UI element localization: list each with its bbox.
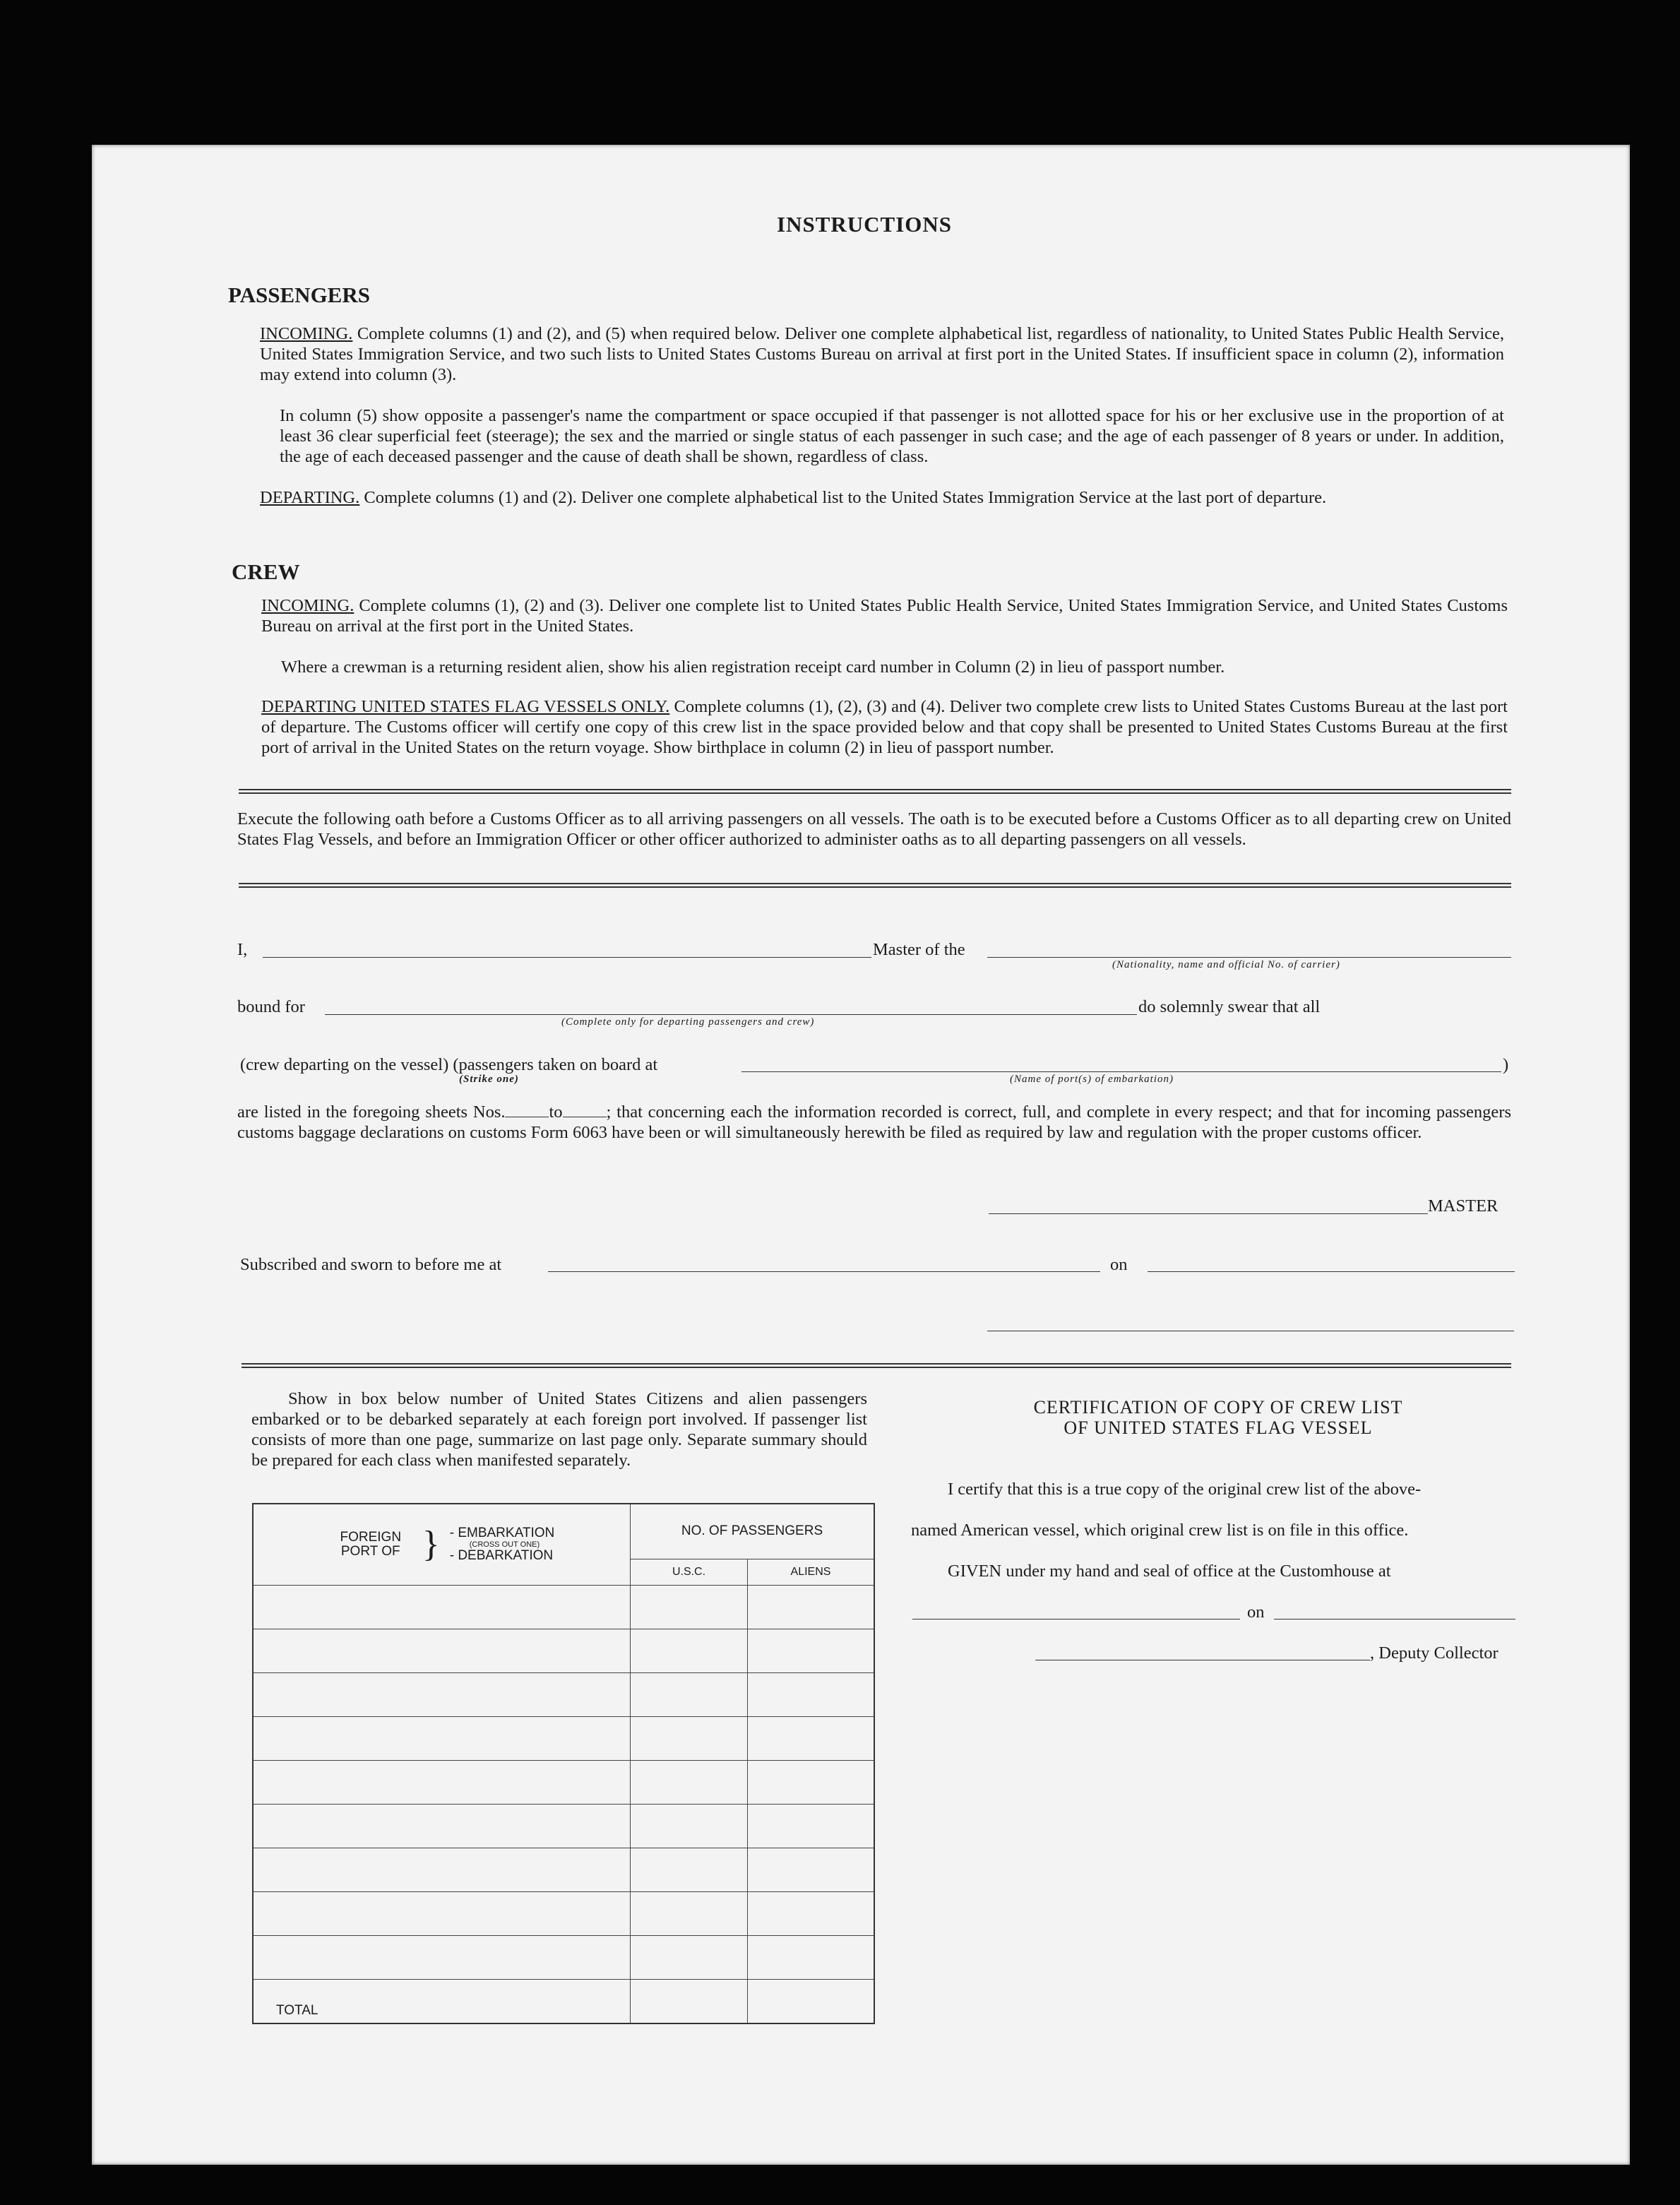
no-of-passengers-header: NO. OF PASSENGERS bbox=[631, 1504, 875, 1559]
total-label: TOTAL bbox=[253, 1980, 631, 2023]
certification-heading-line1: CERTIFICATION OF COPY OF CREW LIST bbox=[1033, 1397, 1403, 1418]
complete-only-note: (Complete only for departing passengers and crew) bbox=[561, 1016, 815, 1028]
certification-heading bbox=[918, 1397, 1518, 1438]
listed-text-a: are listed in the foregoing sheets Nos. bbox=[237, 1102, 506, 1122]
carrier-line[interactable] bbox=[987, 957, 1511, 958]
passenger-summary-table bbox=[252, 1503, 875, 2024]
port-cell[interactable] bbox=[253, 1629, 631, 1672]
deputy-collector-label: , Deputy Collector bbox=[1370, 1644, 1499, 1663]
port-cell[interactable] bbox=[253, 1805, 631, 1848]
embarkation-label: - EMBARKATION bbox=[449, 1525, 555, 1540]
port-cell[interactable] bbox=[253, 1848, 631, 1892]
strike-one-note: (Strike one) bbox=[459, 1074, 519, 1085]
usc-cell[interactable] bbox=[631, 1717, 748, 1761]
crew-departing-paragraph bbox=[261, 696, 1508, 758]
passengers-departing-label: DEPARTING. bbox=[260, 488, 360, 507]
subscribed-label: Subscribed and sworn to before me at bbox=[240, 1255, 502, 1274]
solemnly-swear-text: do solemnly swear that all bbox=[1138, 997, 1321, 1016]
crew-incoming-text: Complete columns (1), (2) and (3). Deliver one complete list to United States Public Health Service, United States Immigration Service, and United States Customs Bureau on arrival at the first port in the United States. bbox=[261, 596, 1508, 636]
certify-line2: named American vessel, which original crew list is on file in this office. bbox=[911, 1521, 1409, 1540]
port-cell[interactable] bbox=[253, 1717, 631, 1761]
summary-note-text: Show in box below number of United States Citizens and alien passengers embarked or to be debarked separately at each foreign port involved. If passenger list consists of more than one page, summarize on last page only. Separate summary should be prepared for each class when manifested separately. bbox=[251, 1389, 867, 1470]
certify-line3: GIVEN under my hand and seal of office at the Customhouse at bbox=[948, 1562, 1391, 1581]
certify-line1: I certify that this is a true copy of the original crew list of the above- bbox=[948, 1480, 1422, 1499]
aliens-total-cell[interactable] bbox=[748, 1980, 875, 2023]
certification-heading-line2: OF UNITED STATES FLAG VESSEL bbox=[1064, 1418, 1373, 1438]
subscribed-place-line[interactable] bbox=[548, 1271, 1100, 1272]
port-cell[interactable] bbox=[253, 1892, 631, 1936]
aliens-cell[interactable] bbox=[748, 1892, 875, 1936]
divider bbox=[242, 1363, 1511, 1368]
port-header-cell bbox=[253, 1504, 631, 1585]
usc-cell[interactable] bbox=[631, 1848, 748, 1892]
nationality-note: (Nationality, name and official No. of carrier) bbox=[1112, 959, 1340, 970]
crew-incoming-paragraph bbox=[261, 595, 1508, 636]
usc-cell[interactable] bbox=[631, 1936, 748, 1980]
aliens-cell[interactable] bbox=[748, 1717, 875, 1761]
passengers-departing-text: Complete columns (1) and (2). Deliver one complete alphabetical list to the United States Immigration Service at the last port of departure. bbox=[359, 488, 1327, 507]
crew-incoming-label: INCOMING. bbox=[261, 596, 355, 615]
page-title: INSTRUCTIONS bbox=[777, 212, 953, 237]
passengers-incoming-paragraph bbox=[260, 323, 1504, 385]
aliens-cell[interactable] bbox=[748, 1672, 875, 1716]
aliens-header: ALIENS bbox=[748, 1559, 875, 1585]
cross-out-note: (CROSS OUT ONE) bbox=[469, 1540, 540, 1549]
subscribed-date-line[interactable] bbox=[1148, 1271, 1515, 1272]
passengers-heading: PASSENGERS bbox=[228, 283, 370, 307]
port-cell[interactable] bbox=[253, 1672, 631, 1716]
passengers-incoming-label: INCOMING. bbox=[260, 324, 353, 343]
listed-text-b: ; that concerning each the information recorded is correct, full, and complete in every respect; and that for incoming passengers customs baggage declarations on customs Form 6063 have been or will simultaneously herewith be filed as required by law and regulation with the proper customs officer. bbox=[237, 1102, 1511, 1142]
aliens-cell[interactable] bbox=[748, 1805, 875, 1848]
usc-cell[interactable] bbox=[631, 1761, 748, 1805]
master-name-line[interactable] bbox=[263, 957, 871, 958]
ports-note: (Name of port(s) of embarkation) bbox=[1010, 1074, 1174, 1085]
usc-cell[interactable] bbox=[631, 1585, 748, 1629]
port-cell[interactable] bbox=[253, 1585, 631, 1629]
usc-total-cell[interactable] bbox=[631, 1980, 748, 2023]
usc-header: U.S.C. bbox=[631, 1559, 748, 1585]
listed-paragraph bbox=[237, 1102, 1511, 1143]
crew-departing-text: Complete columns (1), (2), (3) and (4). Deliver two complete crew lists to United States Customs Bureau at the last port of departure. The Customs officer will certify one copy of this crew list in the space provided below and that copy shall be presented to United States Customs Bureau at the first port of arrival in the United States on the return voyage. Show birthplace in column (2) in lieu of passport number. bbox=[261, 697, 1508, 757]
usc-cell[interactable] bbox=[631, 1805, 748, 1848]
certify-on-label: on bbox=[1247, 1603, 1265, 1622]
aliens-cell[interactable] bbox=[748, 1629, 875, 1672]
divider bbox=[239, 883, 1511, 888]
usc-cell[interactable] bbox=[631, 1629, 748, 1672]
master-of-the-label: Master of the bbox=[873, 940, 965, 959]
passengers-departing-paragraph bbox=[260, 487, 1504, 508]
debarkation-label: - DEBARKATION bbox=[449, 1547, 554, 1563]
bound-for-line[interactable] bbox=[325, 1014, 1137, 1015]
master-label: MASTER bbox=[1428, 1196, 1499, 1216]
bound-for-label: bound for bbox=[237, 997, 305, 1016]
crew-heading: CREW bbox=[232, 559, 300, 584]
passengers-incoming-text: Complete columns (1) and (2), and (5) when required below. Deliver one complete alphabetical list, regardless of nationality, to United States Public Health Service, United States Immigration Service, and two such lists to United States Customs Bureau on arrival at first port in the United States. If insufficient space in column (2), information may extend into column (3). bbox=[260, 324, 1504, 384]
oath-intro: Execute the following oath before a Customs Officer as to all arriving passengers on all vessels. The oath is to be executed before a Customs Officer as to all departing crew on United States Flag Vessels, and before an Immigration Officer or other officer authorized to administer oaths as to all departing passengers on all vessels. bbox=[237, 809, 1511, 849]
usc-cell[interactable] bbox=[631, 1892, 748, 1936]
usc-cell[interactable] bbox=[631, 1672, 748, 1716]
passengers-column5-paragraph: In column (5) show opposite a passenger's name the compartment or space occupied if that passenger is not allotted space for his or her exclusive use in the proportion of at least 36 clear superficial feet (steerage); the sex and the married or single status of each passenger in such case; and the age of each passenger of 8 years or under. In addition, the age of each deceased passenger and the cause of death shall be shown, regardless of class. bbox=[280, 406, 1504, 466]
port-cell[interactable] bbox=[253, 1761, 631, 1805]
to-label: to bbox=[549, 1102, 563, 1122]
brace-glyph: } bbox=[422, 1523, 440, 1564]
aliens-cell[interactable] bbox=[748, 1848, 875, 1892]
close-paren: ) bbox=[1503, 1055, 1509, 1074]
on-label: on bbox=[1110, 1255, 1128, 1274]
oath-i: I, bbox=[237, 940, 248, 959]
crew-departing-label: DEPARTING UNITED STATES FLAG VESSELS ONLY. bbox=[261, 697, 670, 716]
divider bbox=[239, 789, 1511, 794]
port-cell[interactable] bbox=[253, 1936, 631, 1980]
master-signature-line[interactable] bbox=[989, 1213, 1428, 1214]
crew-departing-text: (crew departing on the vessel) (passengers taken on board at bbox=[240, 1055, 658, 1074]
foreign-port-of-label: FOREIGN PORT OF bbox=[340, 1529, 402, 1559]
summary-note bbox=[251, 1389, 867, 1470]
aliens-cell[interactable] bbox=[748, 1936, 875, 1980]
aliens-cell[interactable] bbox=[748, 1761, 875, 1805]
port-of-embarkation-line[interactable] bbox=[741, 1071, 1501, 1072]
crew-resident-paragraph: Where a crewman is a returning resident alien, show his alien registration receipt card number in Column (2) in lieu of passport number. bbox=[281, 658, 1225, 677]
aliens-cell[interactable] bbox=[748, 1585, 875, 1629]
